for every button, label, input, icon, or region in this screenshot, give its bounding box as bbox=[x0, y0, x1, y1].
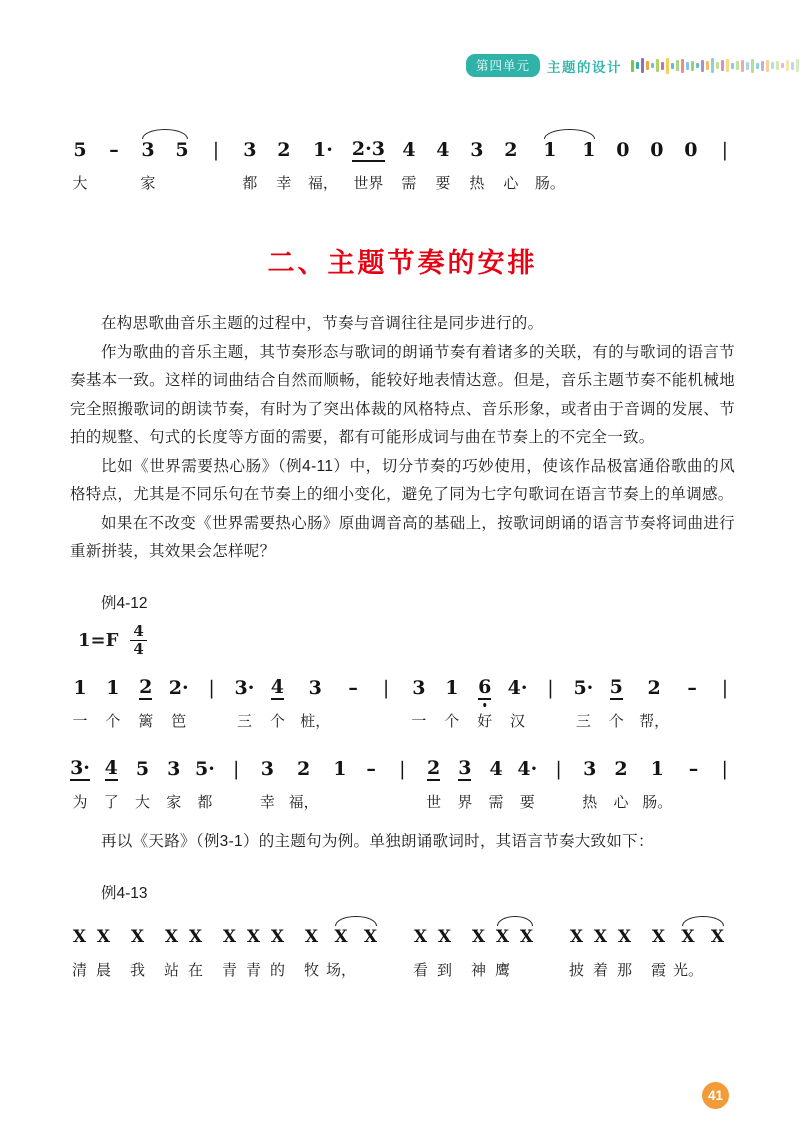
equalizer-decoration-icon bbox=[631, 56, 801, 76]
note-cell: 3 界 bbox=[457, 757, 473, 812]
body-paragraph: 在构思歌曲音乐主题的过程中，节奏与音调往往是同步进行的。 bbox=[101, 315, 544, 332]
note-cell: X 着 bbox=[593, 926, 609, 979]
note-cell: 2 帮， bbox=[639, 677, 670, 731]
note-cell: X bbox=[519, 926, 534, 947]
time-signature-numerator: 4 bbox=[130, 623, 146, 641]
note-cell: X bbox=[710, 926, 725, 947]
note-cell: X 站 bbox=[163, 926, 179, 979]
note-cell: 3 都 bbox=[242, 139, 258, 192]
section-heading: 二、主题节奏的安排 bbox=[267, 248, 538, 278]
page-number-badge: 41 bbox=[702, 1082, 729, 1109]
key-signature bbox=[70, 623, 735, 659]
note-cell: X 鹰 bbox=[493, 925, 512, 980]
note-cell: 0 bbox=[650, 139, 664, 161]
time-signature-denominator: 4 bbox=[133, 639, 144, 658]
note-cell: 1 肠。 bbox=[535, 138, 565, 193]
note-cell: 3 热 bbox=[582, 758, 598, 812]
notation-line-ex4-12-2 bbox=[70, 745, 735, 812]
note-cell: 2 心 bbox=[613, 758, 629, 812]
body-paragraph: 再以《天路》（例3-1）的主题句为例。单独朗诵歌词时，其语言节奏大致如下： bbox=[101, 833, 654, 851]
note-cell: X 牧 bbox=[303, 926, 319, 979]
note-cell: 6 好 bbox=[477, 676, 493, 731]
note-cell: 2· 笆 bbox=[168, 677, 189, 731]
note-cell: X 清 bbox=[71, 926, 87, 979]
note-cell: 1 bbox=[333, 758, 347, 781]
note-cell: 1 个 bbox=[444, 677, 460, 731]
note-cell: 5 bbox=[175, 139, 189, 161]
note-cell: X 我 bbox=[129, 926, 145, 979]
note-cell: 1· 福， bbox=[307, 139, 338, 192]
note-cell: 4 个 bbox=[269, 676, 285, 731]
notation-line-ex4-13 bbox=[70, 913, 735, 980]
note-cell: 0 bbox=[616, 139, 630, 161]
note-cell: 4· 要 bbox=[517, 758, 538, 812]
barline: | bbox=[721, 758, 728, 781]
note-cell: 2 篱 bbox=[138, 676, 154, 731]
body-paragraph: 如果在不改变《世界需要热心肠》原曲调音高的基础上，按歌词朗诵的语言节奏将词曲进行重新拼装，其效果会怎样呢？ bbox=[70, 514, 735, 561]
note-cell: 1 一 bbox=[72, 677, 88, 731]
page-content bbox=[70, 126, 735, 994]
note-cell: 1 bbox=[582, 139, 596, 161]
note-cell: 5· 都 bbox=[195, 758, 215, 812]
key-signature-tonic: 1=F bbox=[78, 629, 119, 651]
notation-line-ex4-11 bbox=[70, 126, 735, 193]
note-cell: 0 bbox=[684, 139, 698, 161]
note-cell: 4 要 bbox=[435, 139, 451, 192]
unit-title: 主题的设计 bbox=[547, 59, 622, 75]
body-paragraph: 比如《世界需要热心肠》（例4-11）中，切分节奏的巧妙使用，使该作品极富通俗歌曲的风格特点，尤其是不同乐句在节奏上的细小变化，避免了同为七字句歌词在语言节奏上的单调感。 bbox=[70, 457, 735, 504]
barline: | bbox=[721, 139, 729, 161]
note-cell: X 神 bbox=[471, 926, 487, 979]
note-cell: X bbox=[363, 926, 378, 947]
note-cell: X 看 bbox=[413, 926, 429, 979]
note-cell: X 披 bbox=[569, 926, 585, 979]
note-cell: – bbox=[109, 139, 119, 161]
example-label-4-13: 例4-13 bbox=[101, 884, 148, 902]
unit-header bbox=[466, 54, 805, 77]
note-cell: X 到 bbox=[437, 926, 453, 979]
note-cell: 2 幸 bbox=[276, 139, 292, 192]
note-cell: X 场， bbox=[326, 925, 356, 980]
note-cell: 1 个 bbox=[105, 677, 121, 731]
note-cell: 3· 三 bbox=[234, 677, 255, 731]
note-cell: 5· 三 bbox=[573, 677, 594, 731]
note-cell: X 青 bbox=[245, 926, 261, 979]
note-cell: 4 了 bbox=[103, 757, 119, 812]
note-cell: 2 福， bbox=[288, 758, 319, 812]
note-cell: 1 肠。 bbox=[642, 758, 673, 812]
note-cell: – bbox=[687, 677, 697, 700]
unit-badge: 第四单元 bbox=[466, 54, 540, 77]
note-cell: 3 幸 bbox=[259, 758, 275, 812]
note-cell: X 青 bbox=[221, 926, 237, 979]
note-cell: 4 需 bbox=[401, 139, 417, 192]
barline: | bbox=[208, 677, 215, 700]
barline: | bbox=[382, 677, 390, 700]
note-cell: 3 一 bbox=[411, 677, 427, 731]
note-cell: X 那 bbox=[617, 926, 633, 979]
note-cell: – bbox=[348, 677, 358, 700]
body-paragraph: 作为歌曲的音乐主题，其节奏形态与歌词的朗诵节奏有着诸多的关联，有的与歌词的语言节奏基本一致。这样的词曲结合自然而顺畅，能较好地表情达意。但是，音乐主题节奏不能机械地完全照搬歌词的朗读节奏，有时为了突出体裁的风格特点、音乐形象，或者由于音调的发展、节拍的规整、句式的长度等方面的需要，都有可能形成词与曲在节奏上的不完全一致。 bbox=[70, 343, 735, 447]
note-cell: X 光。 bbox=[673, 925, 703, 980]
note-cell: 3 热 bbox=[469, 139, 485, 192]
note-cell: 2 世 bbox=[426, 757, 442, 812]
barline: | bbox=[232, 758, 240, 781]
note-cell: 3· 为 bbox=[70, 757, 90, 812]
barline: | bbox=[212, 139, 220, 161]
note-cell: 4· 汉 bbox=[507, 677, 528, 731]
note-cell: X 晨 bbox=[95, 926, 111, 979]
note-cell: – bbox=[366, 758, 376, 781]
note-cell: 5 大 bbox=[72, 139, 88, 192]
note-cell: 4 需 bbox=[488, 758, 504, 812]
note-cell: X 在 bbox=[187, 926, 203, 979]
note-cell: 3 家 bbox=[166, 758, 182, 812]
note-cell: 2·3 世界 bbox=[351, 138, 385, 192]
time-signature bbox=[130, 623, 146, 659]
note-cell: X 的 bbox=[269, 926, 285, 979]
note-cell: – bbox=[688, 758, 699, 781]
octave-dot bbox=[483, 703, 487, 707]
note-cell: 5 大 bbox=[134, 758, 150, 812]
example-label-4-12: 例4-12 bbox=[101, 594, 148, 612]
note-cell: 2 心 bbox=[503, 139, 519, 192]
note-cell: 3 家 bbox=[138, 138, 158, 193]
barline: | bbox=[547, 677, 554, 700]
note-cell: 5 个 bbox=[608, 676, 624, 731]
note-cell: 3 桩， bbox=[300, 677, 331, 731]
barline: | bbox=[399, 758, 406, 781]
notation-line-ex4-12-1 bbox=[70, 664, 735, 731]
barline: | bbox=[721, 677, 729, 700]
note-cell: X 霞 bbox=[651, 926, 667, 979]
barline: | bbox=[555, 758, 562, 781]
